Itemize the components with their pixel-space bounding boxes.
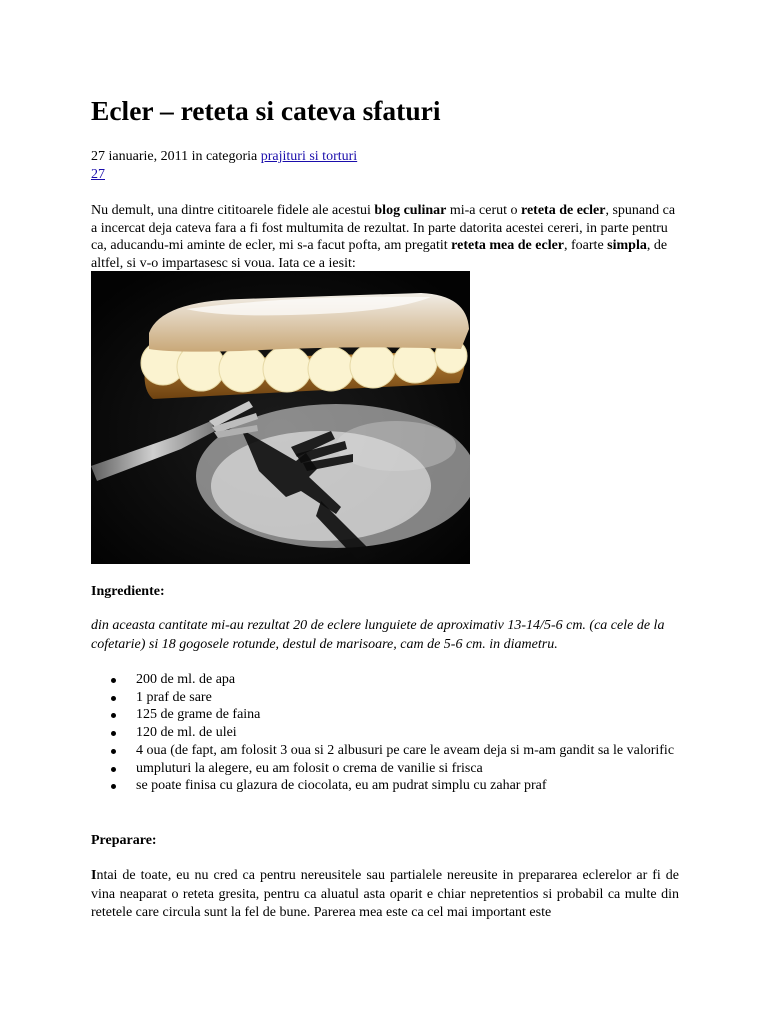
list-item: 125 de grame de faina [136,706,679,724]
list-item: 1 praf de sare [136,689,679,707]
list-item: 200 de ml. de apa [136,671,679,689]
preparation-paragraph [91,867,679,923]
intro-text-3: , spunand ca a incercat deja cateva fara a fi fost multumita de rezultat. In parte datorita acestei cereri, in parte pentru ca, aducandu-mi aminte de ecler, mi s-a facut pofta, am pregatit [91,203,676,254]
list-item: umpluturi la alegere, eu am folosit o crema de vanilie si frisca [136,760,679,778]
eclair-photo-illustration [91,271,470,564]
preparation-heading: Preparare: [91,833,157,848]
list-item: 4 oua (de fapt, am folosit 3 oua si 2 albusuri pe care le aveam deja si m-am gandit sa le valorific [136,742,679,760]
intro-bold-1: blog culinar [374,203,447,218]
intro-paragraph [91,202,679,272]
ingredients-heading: Ingrediente: [91,584,165,599]
intro-bold-3: reteta mea de ecler [451,238,565,254]
intro-text-1: Nu demult, una dintre cititoarele fidele ale acestui [91,203,375,218]
comments-count [91,166,105,183]
article-title: Ecler – reteta si cateva sfaturi [91,95,441,126]
post-meta [91,148,357,165]
intro-bold-2: reteta de ecler [521,203,606,218]
post-date: 27 ianuarie, 2011 in categoria [91,149,261,164]
ingredients-note: din aceasta cantitate mi-au rezultat 20 de eclere lunguiete de aproximativ 13-14/5-6 cm. (ca cele de la cofetarie) si 18 gogosele rotunde, destul de marisoare, cam de 5-6 cm. in diametru. [91,618,665,652]
preparation-text: ntai de toate, eu nu cred ca pentru nereusitele sau partialele nereusite in prepararea eclerelor ar fi de vina neaparat o reteta gresita, pentru ca aluatul asta oparit e chiar nepretentios si probabil ca multe din retetele care circula sunt la fel de bune. Parerea mea este ca cel mai important este [91,868,679,920]
ingredients-list [91,671,679,795]
intro-text-4: , foarte [564,238,608,254]
list-item: 120 de ml. de ulei [136,724,679,742]
comments-link[interactable]: 27 [91,167,105,182]
category-link[interactable]: prajituri si torturi [260,149,358,164]
intro-text-5: , de altfel, si v-o impartasesc si voua. Iata ce a iesit: [91,238,668,271]
list-item: se poate finisa cu glazura de ciocolata, eu am pudrat simplu cu zahar praf [136,777,679,795]
intro-bold-4: simpla [607,238,647,254]
preparation-initial: I [91,868,97,883]
eclair-photo [91,271,470,564]
intro-text-2: mi-a cerut o [446,203,521,218]
